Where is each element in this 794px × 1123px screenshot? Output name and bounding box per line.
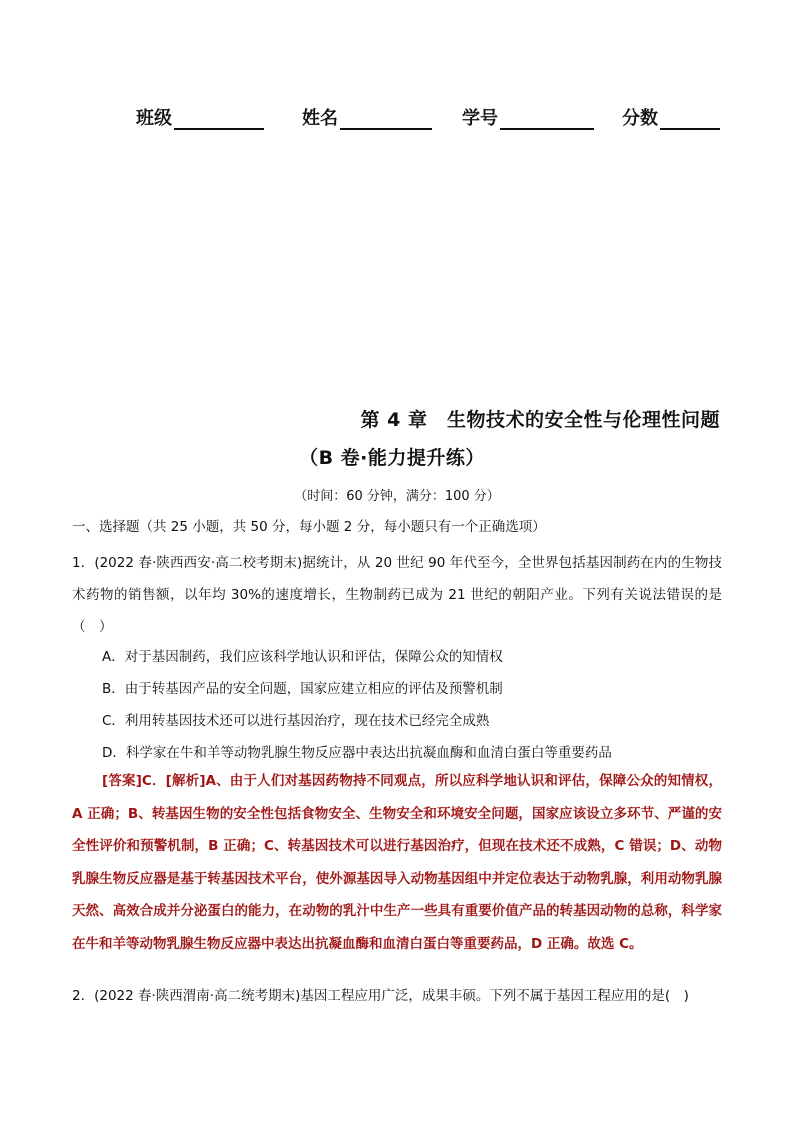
score-label: 分数 [622, 108, 658, 129]
question-2-stem: 2．(2022 春·陕西渭南·高二统考期末)基因工程应用广泛，成果丰硕。下列不属于基因工程应用的是( ) [72, 988, 689, 1004]
class-field[interactable] [136, 104, 264, 130]
question-1 [72, 547, 722, 643]
score-field[interactable] [622, 104, 720, 130]
option-c[interactable]: C．利用转基因技术还可以进行基因治疗，现在技术已经完全成熟 [102, 713, 490, 729]
chapter-subtitle: （B 卷·能力提升练） [299, 447, 485, 469]
option-b[interactable]: B．由于转基因产品的安全问题，国家应建立相应的评估及预警机制 [102, 681, 503, 697]
question-1-stem: 1．(2022 春·陕西西安·高二校考期末)据统计，从 20 世纪 90 年代至今，全世界包括基因制药在内的生物技术药物的销售额，以年均 30%的速度增长，生物制药已成为 21 世纪的朝阳产业。下列有关说法错误的是（ ） [72, 555, 722, 635]
section-heading: 一、选择题（共 25 小题，共 50 分，每小题 2 分，每小题只有一个正确选项） [72, 519, 546, 535]
name-blank[interactable] [340, 110, 432, 130]
name-field[interactable] [302, 104, 432, 130]
question-1-options [102, 641, 612, 769]
score-blank[interactable] [660, 110, 720, 130]
option-a[interactable]: A．对于基因制药，我们应该科学地认识和评估，保障公众的知情权 [102, 649, 503, 665]
option-d[interactable]: D．科学家在牛和羊等动物乳腺生物反应器中表达出抗凝血酶和血清白蛋白等重要药品 [102, 745, 612, 761]
class-blank[interactable] [174, 110, 264, 130]
student-info-fields [136, 104, 720, 130]
student-id-label: 学号 [462, 108, 498, 129]
class-label: 班级 [136, 108, 172, 129]
student-id-blank[interactable] [500, 110, 594, 130]
name-label: 姓名 [302, 108, 338, 129]
chapter-title: 第 4 章 生物技术的安全性与伦理性问题 [360, 409, 720, 431]
student-id-field[interactable] [462, 104, 594, 130]
time-note: （时间：60 分钟，满分：100 分） [294, 489, 500, 504]
question-1-answer: [答案]C．[解析]A、由于人们对基因药物持不同观点，所以应科学地认识和评估，保障公众的知情权，A 正确；B、转基因生物的安全性包括食物安全、生物安全和环境安全问题，国家应该设立多环节、严谨的安全性评价和预警机制，B 正确；C、转基因技术可以进行基因治疗，但现在技术还不成熟，C 错误；D、动物乳腺生物反应器是基于转基因技术平台，使外源基因导入动物基因组中并定位表达于动物乳腺，利用动物乳腺天然、高效合成并分泌蛋白的能力，在动物的乳汁中生产一些具有重要价值产品的转基因动物的总称，科学家在牛和羊等动物乳腺生物反应器中表达出抗凝血酶和血清白蛋白等重要药品，D 正确。故选 C。 [72, 773, 722, 952]
